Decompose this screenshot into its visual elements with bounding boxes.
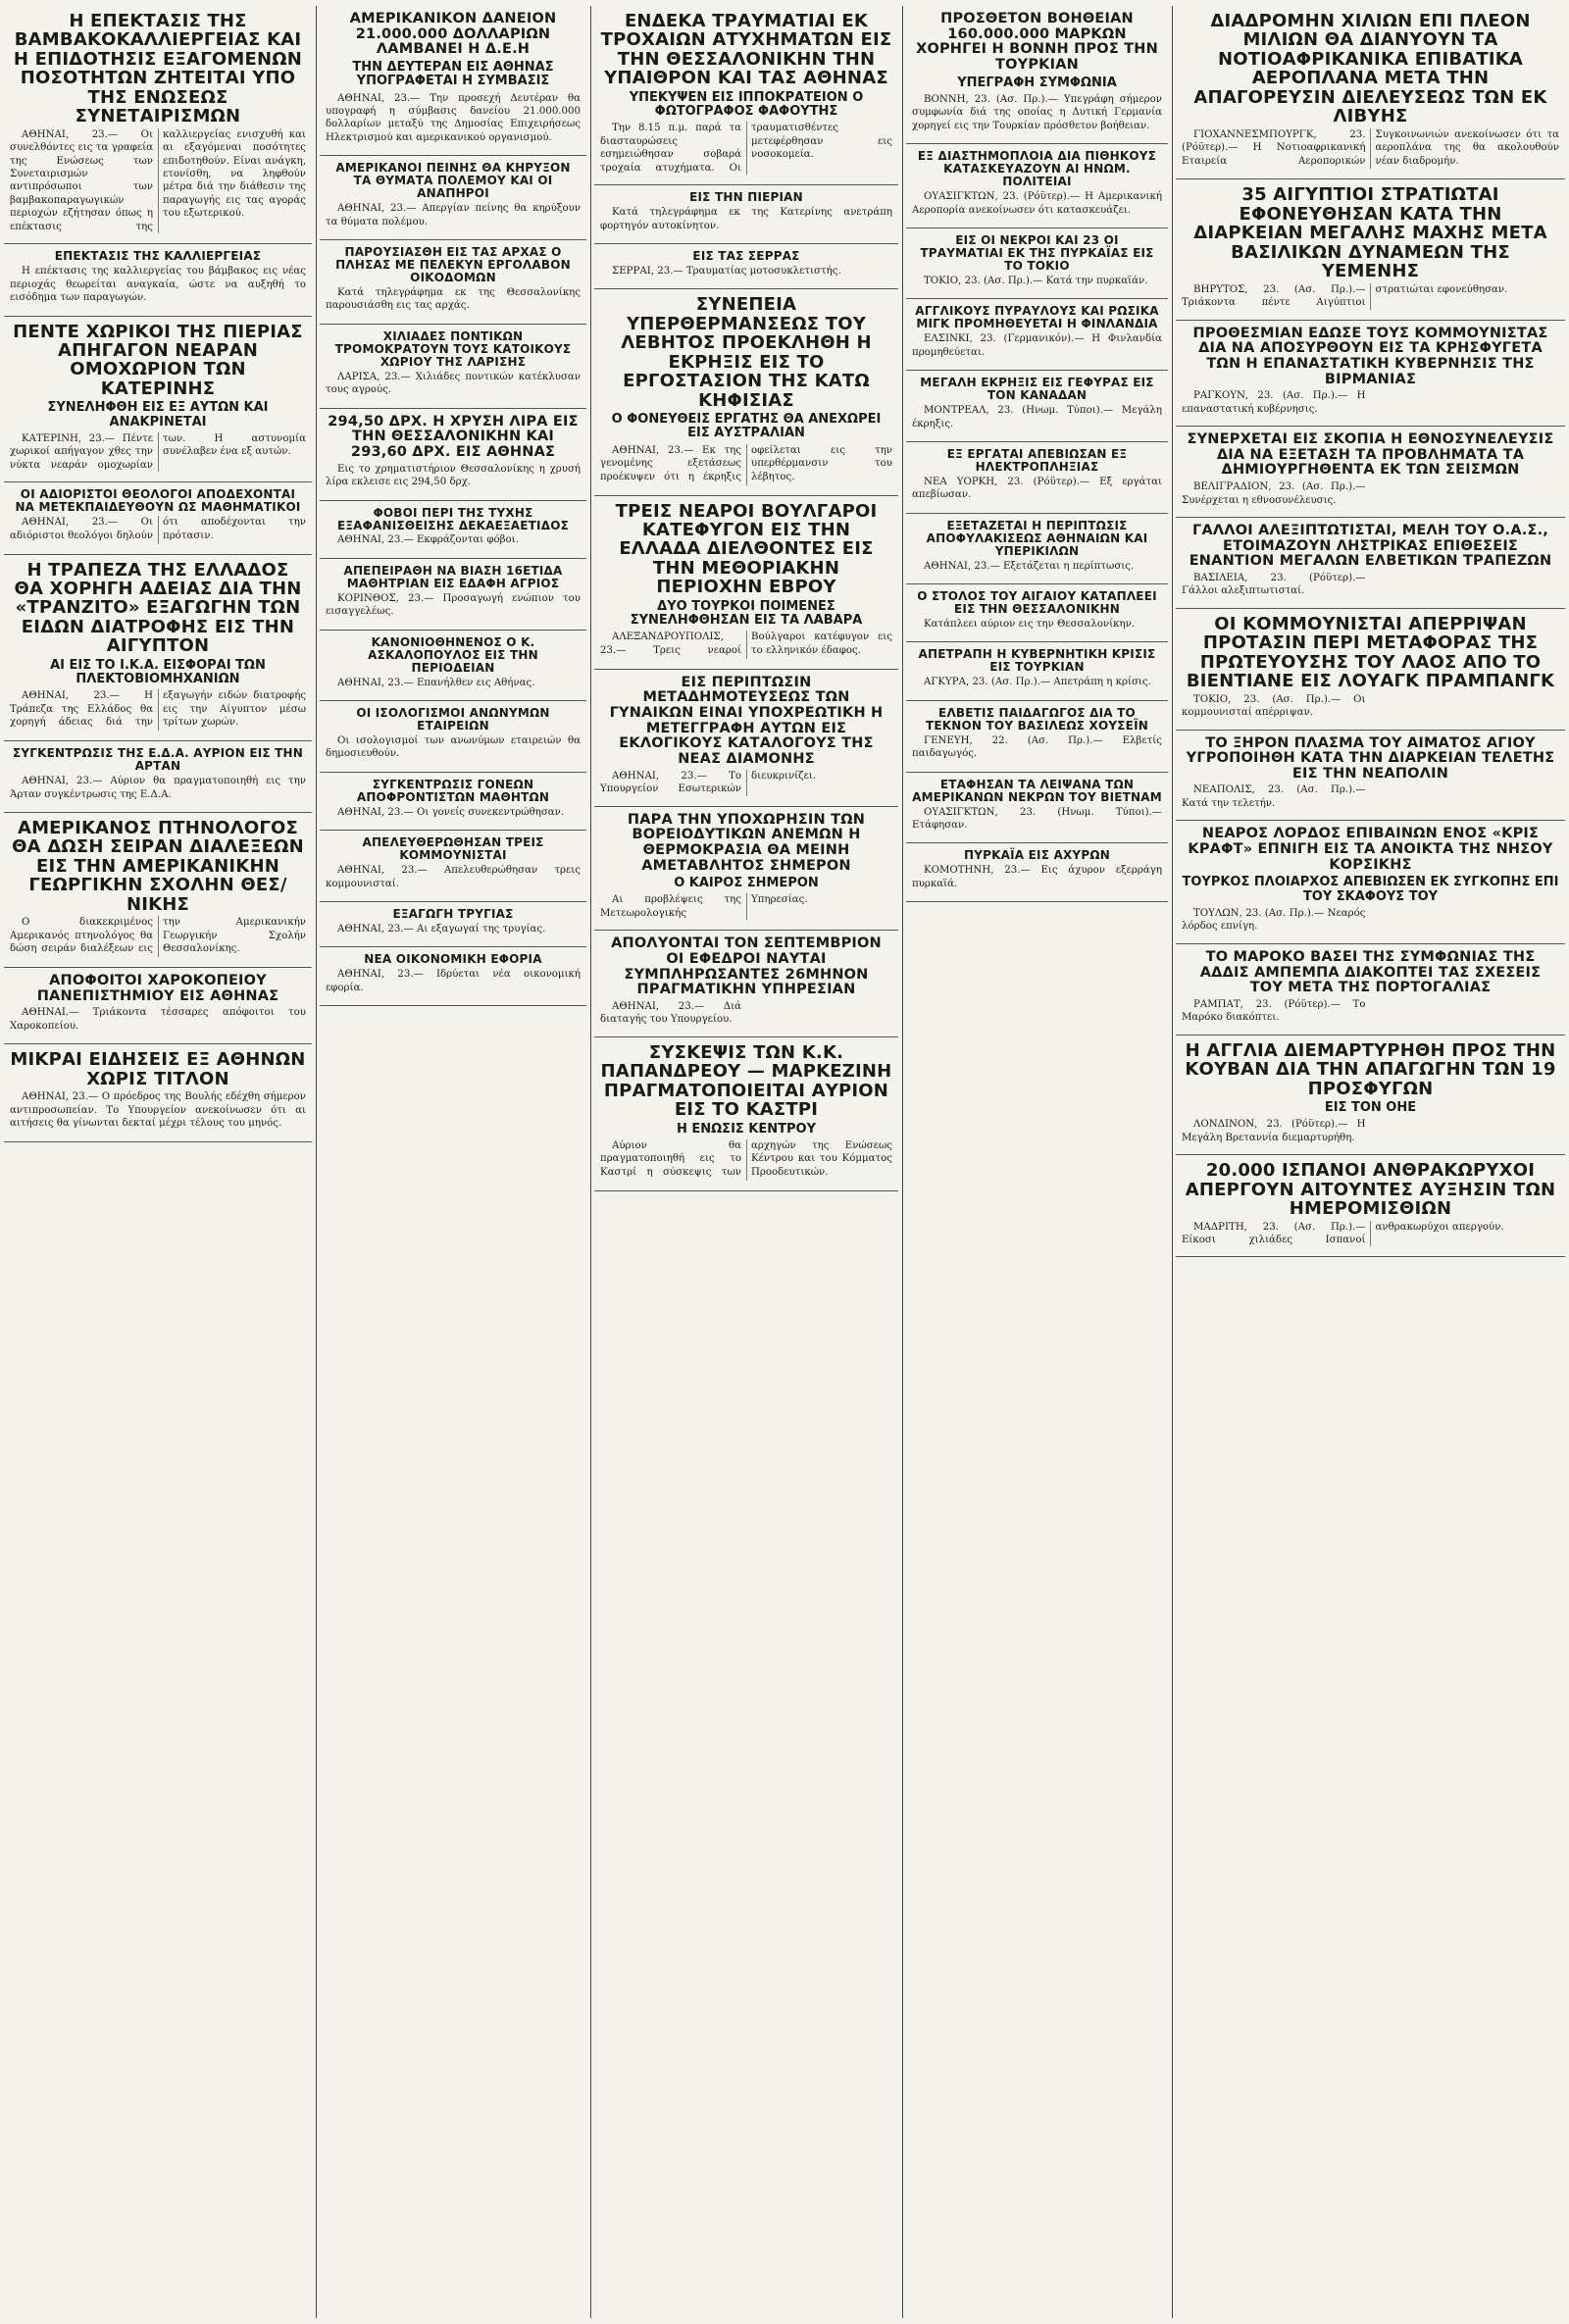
article [320,501,586,559]
article-body [600,893,892,920]
article [320,902,586,947]
article-body [1182,389,1559,416]
column-rule [316,6,317,2318]
article-text: ΡΑΓΚΟΥΝ, 23. (Ασ. Πρ.).— Η επαναστατική κυβέρνησις. [1182,390,1366,415]
article-headline: ΣΥΓΚΕΝΤΡΩΣΙΣ ΤΗΣ Ε.Δ.Α. ΑΥΡΙΟΝ ΕΙΣ ΤΗΝ ΑΡΤΑΝ [12,746,304,774]
article-body [600,1139,892,1181]
article-headline: ΧΙΛΙΑΔΕΣ ΠΟΝΤΙΚΩΝ ΤΡΟΜΟΚΡΑΤΟΥΝ ΤΟΥΣ ΚΑΤΟΙΚΟΥΣ ΧΩΡΙΟΥ ΤΗΣ ΛΑΡΙΣΗΣ [334,328,572,369]
article-text: ΑΘΗΝΑΙ, 23.— Απεργίαν πείνης θα κηρύξουν τα θύματα πολέμου. [326,203,581,227]
article-headline: ΕΤΑΦΗΣΑΝ ΤΑ ΛΕΙΨΑΝΑ ΤΩΝ ΑΜΕΡΙΚΑΝΩΝ ΝΕΚΡΩΝ ΤΟΥ ΒΙΕΤΝΑΜ [912,777,1162,804]
text-fill [4,1142,312,2318]
article-body [912,332,1162,359]
article-headline: ΕΛΒΕΤΙΣ ΠΑΙΔΑΓΩΓΟΣ ΔΙΑ ΤΟ ΤΕΚΝΟΝ ΤΟΥ ΒΑΣΙΛΕΩΣ ΧΟΥΣΕΪΝ [925,705,1148,733]
article [4,244,312,316]
article-body [600,206,892,232]
article-text: ΑΘΗΝΑΙ, 23.— Εξετάζεται η περίπτωσις. [924,560,1135,572]
article [320,6,586,156]
article-headline: ΑΓΓΛΙΚΟΥΣ ΠΥΡΑΥΛΟΥΣ ΚΑΙ ΡΩΣΙΚΑ ΜΙΓΚ ΠΡΟΜΗΘΕΥΕΤΑΙ Η ΦΙΝΛΑΝΔΙΑ [915,304,1159,331]
column-rule [1172,6,1173,2318]
article-body [912,806,1162,833]
article-text: ΚΟΜΟΤΗΝΗ, 23.— Εις άχυρον εξερράγη πυρκαϊά. [912,865,1162,889]
article-subheadline: Ο ΦΟΝΕΥΘΕΙΣ ΕΡΓΑΤΗΣ ΘΑ ΑΝΕΧΩΡΕΙ ΕΙΣ ΑΥΣΤΡΑΛΙΑΝ [611,412,882,441]
article-text: ΑΘΗΝΑΙ, 23.— Εκφράζονται φόβοι. [337,534,519,546]
article-body [600,122,892,175]
article-text: ΑΘΗΝΑΙ, 23.— Οι γονείς συνεκεντρώθησαν. [337,806,565,818]
article-body [912,560,1162,573]
article-text: ΛΟΝΔΙΝΟΝ, 23. (Ρόϋτερ).— Η Μεγάλη Βρεταννία διεμαρτυρήθη. [1182,1119,1366,1143]
article-headline: ΔΙΑΔΡΟΜΗΝ ΧΙΛΙΩΝ ΕΠΙ ΠΛΕΟΝ ΜΙΛΙΩΝ ΘΑ ΔΙΑΝΥΟΥΝ ΤΑ ΝΟΤΙΟΑΦΡΙΚΑΝΙΚΑ ΕΠΙΒΑΤΙΚΑ ΑΕΡΟΠΛΑΝΑ ΜΕΤΑ ΤΗΝ ΑΠΑΓΟΡΕΥΣΙΝ ΔΙΕΛΕΥΣΕΩΣ ΤΩΝ ΕΚ ΛΙΒΥΗΣ [1193,11,1547,127]
article-headline: ΕΙΣ ΤΗΝ ΠΙΕΡΙΑΝ [689,190,803,205]
column-3 [594,6,898,2318]
article-headline: ΑΠΕΛΕΥΘΕΡΩΘΗΣΑΝ ΤΡΕΙΣ ΚΟΜΜΟΥΝΙΣΤΑΙ [362,835,544,863]
article-text: ΑΘΗΝΑΙ, 23.— Διά διαταγής του Υπουργείου. [600,1000,741,1026]
article-headline: ΠΡΟΘΕΣΜΙΑΝ ΕΔΩΣΕ ΤΟΥΣ ΚΟΜΜΟΥΝΙΣΤΑΣ ΔΙΑ ΝΑ ΑΠΟΣΥΡΘΟΥΝ ΕΙΣ ΤΑ ΚΡΗΣΦΥΓΕΤΑ ΤΩΝ Η ΕΠΑΝΑΣΤΑΤΙΚΗ ΚΥΒΕΡΝΗΣΙΣ ΤΗΣ ΒΙΡΜΑΝΙΑΣ [1192,325,1548,387]
article [594,289,898,495]
article-headline: ΟΙ ΚΟΜΜΟΥΝΙΣΤΑΙ ΑΠΕΡΡΙΨΑΝ ΠΡΟΤΑΣΙΝ ΠΕΡΙ ΜΕΤΑΦΟΡΑΣ ΤΗΣ ΠΡΩΤΕΥΟΥΣΗΣ ΤΟΥ ΛΑΟΣ ΑΠΟ ΤΟ ΒΙΕΝΤΙΑΝΕ ΕΙΣ ΛΟΥΑΓΚ ΠΡΑΜΠΑΝΓΚ [1186,613,1555,692]
article [320,409,586,501]
column-1 [4,6,312,2318]
text-fill [906,902,1168,2318]
article-body [600,265,892,278]
article-body [912,275,1162,287]
article-body [912,618,1162,631]
article-headline: ΠΡΟΣΘΕΤΟΝ ΒΟΗΘΕΙΑΝ 160.000.000 ΜΑΡΚΩΝ ΧΟΡΗΓΕΙ Η ΒΟΝΝΗ ΠΡΟΣ ΤΗΝ ΤΟΥΡΚΙΑΝ [916,11,1158,73]
article-headline: Η ΑΓΓΛΙΑ ΔΙΕΜΑΡΤΥΡΗΘΗ ΠΡΟΣ ΤΗΝ ΚΟΥΒΑΝ ΔΙΑ ΤΗΝ ΑΠΑΓΩΓΗΝ ΤΩΝ 19 ΠΡΟΣΦΥΓΩΝ [1185,1039,1556,1099]
article-text: ΑΓΚΥΡΑ, 23. (Ασ. Πρ.).— Απετράπη η κρίσις. [924,677,1151,688]
article-body [912,734,1162,761]
article-headline: ΓΑΛΛΟΙ ΑΛΕΞΙΠΤΩΤΙΣΤΑΙ, ΜΕΛΗ ΤΟΥ Ο.Α.Σ., ΕΤΟΙΜΑΖΟΥΝ ΛΗΣΤΡΙΚΑΣ ΕΠΙΘΕΣΕΙΣ ΕΝΑΝΤΙΟΝ ΜΕΓΑΛΩΝ ΕΛΒΕΤΙΚΩΝ ΤΡΑΠΕΖΩΝ [1189,522,1552,570]
article [4,1044,312,1141]
article [906,442,1168,514]
article [594,670,898,807]
article [320,831,586,902]
article-text: ΤΟΥΛΩΝ, 23. (Ασ. Πρ.).— Νεαρός λόρδος επνίγη. [1182,907,1366,933]
article [1176,609,1565,731]
article-body [1182,998,1559,1025]
article-body [912,476,1162,502]
article-text: ΕΛΣΙΝΚΙ, 23. (Γερμανικόν).— Η Φινλανδία προμηθεύεται. [912,333,1162,358]
article-headline: ΤΡΕΙΣ ΝΕΑΡΟΙ ΒΟΥΛΓΑΡΟΙ ΚΑΤΕΦΥΓΟΝ ΕΙΣ ΤΗΝ ΕΛΛΑΔΑ ΔΙΕΛΘΟΝΤΕΣ ΕΙΣ ΤΗΝ ΜΕΘΟΡΙΑΚΗΝ ΠΕΡΙΟΧΗΝ ΕΒΡΟΥ [615,500,878,598]
article-headline: Η ΕΠΕΚΤΑΣΙΣ ΤΗΣ ΒΑΜΒΑΚΟΚΑΛΛΙΕΡΓΕΙΑΣ ΚΑΙ Η ΕΠΙΔΟΤΗΣΙΣ ΕΞΑΓΟΜΕΝΩΝ ΠΟΣΟΤΗΤΩΝ ΖΗΤΕΙΤΑΙ ΥΠΟ ΤΗΣ ΕΝΩΣΕΩΣ ΣΥΝΕΤΑΙΡΙΣΜΩΝ [13,11,303,127]
article [1176,1155,1565,1257]
article-subheadline: ΤΗΝ ΔΕΥΤΕΡΑΝ ΕΙΣ ΑΘΗΝΑΣ ΥΠΟΓΡΑΦΕΤΑΙ Η ΣΥΜΒΑΣΙΣ [352,59,554,89]
article-text: ΤΟΚΙΟ, 23. (Ασ. Πρ.).— Οι κομμουνισταί απέρριψαν. [1182,693,1366,719]
article-text: ΑΘΗΝΑΙ, 23.— Οι αδιόριστοι θεολόγοι δηλούν ότι αποδέχονται την πρότασιν. [10,517,306,541]
article [594,6,898,185]
article-text: ΑΘΗΝΑΙ, 23.— Απελευθερώθησαν τρεις κομμουνισταί. [326,865,581,889]
article-body [10,775,306,801]
article [1176,1036,1565,1156]
article-headline: ΠΥΡΚΑΪΑ ΕΙΣ ΑΧΥΡΩΝ [964,848,1110,863]
article-text: ΑΘΗΝΑΙ, 23.— Το Υπουργείον Εσωτερικών διευκρινίζει. [600,770,817,795]
text-fill [594,1191,898,2318]
article-body [10,916,306,957]
article [594,807,898,932]
article-headline: ΣΥΓΚΕΝΤΡΩΣΙΣ ΓΟΝΕΩΝ ΑΠΟΦΡΟΝΤΙΣΤΩΝ ΜΑΘΗΤΩΝ [356,777,550,804]
article-text: ΤΟΚΙΟ, 23. (Ασ. Πρ.).— Κατά την πυρκαϊάν. [924,275,1148,286]
article [320,947,586,1006]
article [320,240,586,325]
article-headline: ΟΙ ΙΣΟΛΟΓΙΣΜΟΙ ΑΝΩΝΥΜΩΝ ΕΤΑΙΡΕΙΩΝ [356,706,550,733]
article [906,514,1168,584]
article [4,317,312,483]
article-text: ΑΘΗΝΑΙ, 23.— Αι εξαγωγαί της τρυγίας. [337,923,546,935]
article-headline: Η ΤΡΑΠΕΖΑ ΤΗΣ ΕΛΛΑΔΟΣ ΘΑ ΧΟΡΗΓΗ ΑΔΕΙΑΣ ΔΙΑ ΤΗΝ «ΤΡΑΝΖΙΤΟ» ΕΞΑΓΩΓΗΝ ΤΩΝ ΕΙΔΩΝ ΔΙΑΤΡΟΦΗΣ ΕΙΣ ΤΗΝ ΑΙΓΥΠΤΟΝ [14,559,302,657]
article-headline: ΑΠΕΠΕΙΡΑΘΗ ΝΑ ΒΙΑΣΗ 16ΕΤΙΔΑ ΜΑΘΗΤΡΙΑΝ ΕΙΣ ΕΔΑΦΗ ΑΓΡΙΟΣ [343,563,563,590]
article [320,701,586,773]
article-subheadline: ΑΙ ΕΙΣ ΤΟ Ι.Κ.Α. ΕΙΣΦΟΡΑΙ ΤΩΝ ΠΛΕΚΤΟΒΙΟΜΗΧΑΝΙΩΝ [50,657,266,687]
article-headline: ΠΑΡΑ ΤΗΝ ΥΠΟΧΩΡΗΣΙΝ ΤΩΝ ΒΟΡΕΙΟΔΥΤΙΚΩΝ ΑΝΕΜΩΝ Η ΘΕΡΜΟΚΡΑΣΙΑ ΘΑ ΜΕΙΝΗ ΑΜΕΤΑΒΛΗΤΟΣ ΣΗΜΕΡΟΝ [627,811,866,874]
article-text: Η επέκτασις της καλλιεργείας του βάμβακος εις νέας περιοχάς θεωρείται αναγκαία, ώστε να αυξηθή το εισόδημα των παραγωγών. [10,266,306,304]
article-body [326,533,581,546]
article-text: Οι ισολογισμοί των ανωνύμων εταιρειών θα δημοσιευθούν. [326,734,581,760]
article-body [912,190,1162,217]
article-body [326,371,581,397]
article-text: ΑΘΗΝΑΙ, 23.— Η Τράπεζα της Ελλάδος θα χορηγή άδειας διά την εξαγωγήν ειδών διατροφής εις την Αίγυπτον μέσω τρίτων χωρών. [10,690,306,729]
column-2 [320,6,586,2318]
article-text: ΑΘΗΝΑΙ, 23.— Εκ της γενομένης εξετάσεως προέκυψεν ότι η έκρηξις οφείλεται εις την υπερθέρμανσιν του λέβητος. [600,444,892,482]
article-body [1182,283,1559,310]
article-text: ΒΗΡΥΤΟΣ, 23. (Ασ. Πρ.).— Τριάκοντα πέντε Αιγύπτιοι στρατιώται εφονεύθησαν. [1182,283,1508,309]
article-subheadline: ΥΠΕΓΡΑΦΗ ΣΥΜΦΩΝΙΑ [957,75,1117,90]
article-headline: ΤΟ ΜΑΡΟΚΟ ΒΑΣΕΙ ΤΗΣ ΣΥΜΦΩΝΙΑΣ ΤΗΣ ΑΔΔΙΣ ΑΜΠΕΜΠΑ ΔΙΑΚΟΠΤΕΙ ΤΑΣ ΣΧΕΣΕΙΣ ΤΟΥ ΜΕΤΑ ΤΗΣ ΠΟΡΤΟΓΑΛΙΑΣ [1199,948,1542,996]
article-body [10,432,306,472]
article-headline: ΕΝΔΕΚΑ ΤΡΑΥΜΑΤΙΑΙ ΕΚ ΤΡΟΧΑΙΩΝ ΑΤΥΧΗΜΑΤΩΝ ΕΙΣ ΤΗΝ ΘΕΣΣΑΛΟΝΙΚΗΝ ΤΗΝ ΥΠΑΙΘΡΟΝ ΚΑΙ ΤΑΣ ΑΘΗΝΑΣ [600,11,892,89]
article-text: Αι προβλέψεις της Μετεωρολογικής Υπηρεσίας. [600,894,808,919]
article-text: Την 8.15 π.μ. παρά τα διασταυρώσεις εσημειώθησαν σοβαρά τροχαία ατυχήματα. Οι τραυματισθέντες μετεφέρθησαν εις νοσοκομεία. [600,123,892,174]
article-body [10,689,306,731]
article-text: ΜΟΝΤΡΕΑΛ, 23. (Ηνωμ. Τύποι).— Μεγάλη έκρηξις. [912,405,1162,429]
article [4,6,312,244]
article-body [600,631,892,658]
article [4,813,312,968]
article-text: ΑΘΗΝΑΙ, 23.— Την προσεχή Δευτέραν θα υπογραφή η σύμβασις δανείου 21.000.000 δολλαρίων μεταξύ της Δημοσίας Επιχειρήσεως Ηλεκτρισμού και αμερικανικού οργανισμού. [326,92,581,143]
column-rule [590,6,591,2318]
article-body [1182,480,1559,507]
article [1176,944,1565,1036]
article-text: ΓΙΟΧΑΝΝΕΣΜΠΟΥΡΓΚ, 23. (Ρόϋτερ).— Η Νοτιοαφρικανική Εταιρεία Αεροπορικών Συγκοινωνιών ανεκοίνωσεν ότι τα αεροπλάνα της θα ακολουθούν νέαν διαδρομήν. [1182,128,1559,167]
article [4,741,312,813]
article-body [326,923,581,935]
article-text: ΝΕΑΠΟΛΙΣ, 23. (Ασ. Πρ.).— Κατά την τελετήν. [1182,784,1366,809]
article-body [326,968,581,994]
article-text: ΟΥΑΣΙΓΚΤΩΝ, 23. (Ηνωμ. Τύποι).— Ετάφησαν. [912,806,1162,831]
article [906,299,1168,371]
article-text: ΑΘΗΝΑΙ, 23.— Ιδρύεται νέα οικονομική εφορία. [326,969,581,993]
article [1176,731,1565,822]
article-text: ΑΘΗΝΑΙ, 23.— Ο πρόεδρος της Βουλής εδέχθη σήμερον αντιπροσωπείαν. Το Υπουργείον ανεκοίνωσεν ότι αι αιτήσεις θα γίνωνται δεκταί μέχρι τέλους του μηνός. [10,1091,306,1130]
article-body [10,265,306,304]
article-text: ΑΛΕΞΑΝΔΡΟΥΠΟΛΙΣ, 23.— Τρεις νεαροί Βούλγαροι κατέφυγον εις το ελληνικόν έδαφος. [600,632,892,656]
article-subheadline: ΥΠΕΚΥΨΕΝ ΕΙΣ ΙΠΠΟΚΡΑΤΕΙΟΝ Ο ΦΩΤΟΓΡΑΦΟΣ ΦΑΦΟΥΤΗΣ [629,89,864,120]
article-text: ΛΑΡΙΣΑ, 23.— Χιλιάδες ποντικών κατέκλυσαν τους αγρούς. [326,371,581,396]
article-text: ΓΕΝΕΥΗ, 22. (Ασ. Πρ.).— Ελβετίς παιδαγωγός. [912,734,1162,760]
article-body [326,864,581,890]
article-subheadline: ΕΙΣ ΤΟΝ ΟΗΕ [1324,1100,1417,1116]
article-text: ΑΘΗΝΑΙ, 23.— Αύριον θα πραγματοποιηθή εις την Άρταν συγκέντρωσις της Ε.Δ.Α. [10,776,306,800]
article [906,371,1168,442]
article [1176,321,1565,428]
text-fill [320,1006,586,2318]
article-body [912,864,1162,890]
article-headline: ΤΟ ΞΗΡΟΝ ΠΛΑΣΜΑ ΤΟΥ ΑΙΜΑΤΟΣ ΑΓΙΟΥ ΥΓΡΟΠΟΙΗΘΗ ΚΑΤΑ ΤΗΝ ΔΙΑΡΚΕΙΑΝ ΤΕΛΕΤΗΣ ΕΙΣ ΤΗΝ ΝΕΑΠΟΛΙΝ [1186,734,1555,782]
article-body [600,770,892,796]
article-body [1182,693,1559,720]
article-body [10,128,306,234]
article-body [1182,128,1559,170]
article [4,555,312,742]
article-text: ΑΘΗΝΑΙ, 23.— Επανήλθεν εις Αθήνας. [337,677,535,688]
article-body [912,676,1162,688]
article [1176,179,1565,320]
article [320,631,586,701]
article [594,496,898,670]
article [906,228,1168,299]
article [1176,821,1565,943]
article-headline: ΕΙΣ ΟΙ ΝΕΚΡΟΙ ΚΑΙ 23 ΟΙ ΤΡΑΥΜΑΤΙΑΙ ΕΚ ΤΗΣ ΠΥΡΚΑΪΑΣ ΕΙΣ ΤΟ ΤΟΚΙΟ [920,233,1154,273]
article-headline: ΜΙΚΡΑΙ ΕΙΔΗΣΕΙΣ ΕΞ ΑΘΗΝΩΝ ΧΩΡΙΣ ΤΙΤΛΟΝ [10,1049,306,1089]
article [320,325,586,409]
column-4 [906,6,1168,2318]
article [1176,518,1565,609]
article [906,144,1168,228]
article-headline: ΑΜΕΡΙΚΑΝΟΣ ΠΤΗΝΟΛΟΓΟΣ ΘΑ ΔΩΣΗ ΣΕΙΡΑΝ ΔΙΑΛΕΞΕΩΝ ΕΙΣ ΤΗΝ ΑΜΕΡΙΚΑΝΙΚΗΝ ΓΕΩΡΓΙΚΗΝ ΣΧΟΛΗΝ ΘΕΣ/ΝΙΚΗΣ [12,818,304,915]
article-body [326,806,581,819]
article-headline: ΑΠΟΛΥΟΝΤΑΙ ΤΟΝ ΣΕΠΤΕΜΒΡΙΟΝ ΟΙ ΕΦΕΔΡΟΙ ΝΑΥΤΑΙ ΣΥΜΠΛΗΡΩΣΑΝΤΕΣ 26ΜΗΝΟΝ ΠΡΑΓΜΑΤΙΚΗΝ ΥΠΗΡΕΣΙΑΝ [611,935,882,998]
article-body [1182,1221,1559,1247]
article [1176,6,1565,179]
article [320,559,586,631]
article-text: ΒΑΣΙΛΕΙΑ, 23. (Ρόϋτερ).— Γάλλοι αλεξιπτωτισταί. [1182,572,1366,597]
article-body [1182,783,1559,810]
column-rule [902,6,903,2318]
article [320,773,586,831]
article [906,642,1168,700]
article-subheadline: ΤΟΥΡΚΟΣ ΠΛΟΙΑΡΧΟΣ ΑΠΕΒΙΩΣΕΝ ΕΚ ΣΥΓΚΟΠΗΣ ΕΠΙ ΤΟΥ ΣΚΑΦΟΥΣ ΤΟΥ [1182,875,1559,904]
article-headline: ΜΕΓΑΛΗ ΕΚΡΗΞΙΣ ΕΙΣ ΓΕΦΥΡΑΣ ΕΙΣ ΤΟΝ ΚΑΝΑΔΑΝ [920,376,1154,403]
article [906,773,1168,844]
article-headline: ΣΥΣΚΕΨΙΣ ΤΩΝ Κ.Κ. ΠΑΠΑΝΔΡΕΟΥ — ΜΑΡΚΕΖΙΝΗ ΠΡΑΓΜΑΤΟΠΟΙΕΙΤΑΙ ΑΥΡΙΟΝ ΕΙΣ ΤΟ ΚΑΣΤΡΙ [600,1041,892,1121]
article-text: ΑΘΗΝΑΙ.— Τριάκοντα τέσσαρες απόφοιτοι του Χαροκοπείου. [10,1007,306,1032]
column-5 [1176,6,1565,2318]
article-text: Κατά τηλεγράφημα εκ της Κατερίνης ανετράπη φορτηγόν αυτοκίνητον. [600,207,892,231]
article-body [600,1000,892,1027]
article-headline: ΑΜΕΡΙΚΑΝΙΚΟΝ ΔΑΝΕΙΟΝ 21.000.000 ΔΟΛΛΑΡΙΩΝ ΛΑΜΒΑΝΕΙ Η Δ.Ε.Η [349,11,557,58]
article-subheadline: ΣΥΝΕΛΗΦΘΗ ΕΙΣ ΕΞ ΑΥΤΩΝ ΚΑΙ ΑΝΑΚΡΙΝΕΤΑΙ [47,400,269,429]
article [594,244,898,289]
article-text: Ο διακεκριμένος Αμερικανός πτηνολόγος θα δώση σειράν διαλέξεων εις την Αμερικανικήν Γεωργικήν Σχολήν Θεσσαλονίκης. [10,917,306,955]
article [906,843,1168,902]
article [594,1037,898,1191]
article-headline: 20.000 ΙΣΠΑΝΟΙ ΑΝΘΡΑΚΩΡΥΧΟΙ ΑΠΕΡΓΟΥΝ ΑΙΤΟΥΝΤΕΣ ΑΥΞΗΣΙΝ ΤΩΝ ΗΜΕΡΟΜΙΣΘΙΩΝ [1185,1160,1556,1220]
article-text: Εις το χρηματιστήριον Θεσσαλονίκης η χρυσή λίρα εκλεισε εις 294,50 δρχ. [326,463,581,488]
article [1176,427,1565,518]
article-headline: ΕΙΣ ΤΑΣ ΣΕΡΡΑΣ [692,249,800,264]
article-text: ΑΘΗΝΑΙ, 23.— Οι συνελθόντες εις τα γραφεία της Ενώσεως των Συνεταιρισμών αντιπρόσωποι των βαμβακοπαραγωγικών περιοχών εζήτησαν όπως η επέκτασις της καλλιεργείας ενισχυθή και αι εξαγόμεναι ποσότητες επιδοτηθούν. Είναι ανάγκη, ετονίσθη, να ληφθούν μέτρα διά την διάθεσιν της παραγωγής εις τας αγοράς του εξωτερικού. [10,128,306,232]
article-body [1182,572,1559,598]
article-text: ΣΕΡΡΑΙ, 23.— Τραυματίας μοτοσυκλετιστής. [612,265,841,277]
article-text: ΒΟΝΝΗ, 23. (Ασ. Πρ.).— Υπεγράφη σήμερον συμφωνία διά της οποίας η Δυτική Γερμανία χορηγεί εις την Τουρκίαν πρόσθετον βοήθειαν. [912,93,1162,131]
article-headline: ΕΙΣ ΠΕΡΙΠΤΩΣΙΝ ΜΕΤΑΔΗΜΟΤΕΥΣΕΩΣ ΤΩΝ ΓΥΝΑΙΚΩΝ ΕΙΝΑΙ ΥΠΟΧΡΕΩΤΙΚΗ Η ΜΕΤΕΓΓΡΑΦΗ ΑΥΤΩΝ ΕΙΣ ΕΚΛΟΓΙΚΟΥΣ ΚΑΤΑΛΟΓΟΥΣ ΤΗΣ ΝΕΑΣ ΔΙΑΜΟΝΗΣ [609,674,884,767]
article-body [912,93,1162,132]
article-body [326,286,581,313]
article-body [10,1090,306,1130]
article [594,931,898,1037]
article-headline: ΝΕΑ ΟΙΚΟΝΟΜΙΚΗ ΕΦΟΡΙΑ [364,952,542,967]
article-text: ΝΕΑ ΥΟΡΚΗ, 23. (Ρόϋτερ).— Εξ εργάται απεβίωσαν. [912,476,1162,501]
text-fill [1176,1257,1565,2318]
article-text: ΟΥΑΣΙΓΚΤΩΝ, 23. (Ρόϋτερ).— Η Αμερικανική Αεροπορία ανεκοίνωσεν ότι κατασκευάζει. [912,191,1162,216]
article-body [326,592,581,619]
article [320,156,586,240]
article-headline: ΦΟΒΟΙ ΠΕΡΙ ΤΗΣ ΤΥΧΗΣ ΕΞΑΦΑΝΙΣΘΕΙΣΗΣ ΔΕΚΑΕΞΑΕΤΙΔΟΣ [336,505,569,532]
article-headline: 35 ΑΙΓΥΠΤΙΟΙ ΣΤΡΑΤΙΩΤΑΙ ΕΦΟΝΕΥΘΗΣΑΝ ΚΑΤΑ ΤΗΝ ΔΙΑΡΚΕΙΑΝ ΜΕΓΑΛΗΣ ΜΑΧΗΣ ΜΕΤΑ ΒΑΣΙΛΙΚΩΝ ΔΥΝΑΜΕΩΝ ΤΗΣ ΥΕΜΕΝΗΣ [1193,184,1547,282]
article-headline: Ο ΣΤΟΛΟΣ ΤΟΥ ΑΙΓΑΙΟΥ ΚΑΤΑΠΛΕΕΙ ΕΙΣ ΤΗΝ ΘΕΣΣΑΛΟΝΙΚΗΝ [917,589,1157,617]
article [4,482,312,554]
article-subheadline: ΔΥΟ ΤΟΥΡΚΟΙ ΠΟΙΜΕΝΕΣ ΣΥΝΕΛΗΦΘΗΣΑΝ ΕΙΣ ΤΑ ΛΑΒΑΡΑ [630,598,863,628]
article-headline: ΑΠΟΦΟΙΤΟΙ ΧΑΡΟΚΟΠΕΙΟΥ ΠΑΝΕΠΙΣΤΗΜΙΟΥ ΕΙΣ ΑΘΗΝΑΣ [36,973,279,1004]
article [594,185,898,244]
article [906,701,1168,773]
article-body [326,734,581,761]
article-headline: ΚΑΝΟΝΙΟΘΗΝΕΝΟΣ Ο Κ. ΑΣΚΑΛΟΠΟΥΛΟΣ ΕΙΣ ΤΗΝ ΠΕΡΙΟΔΕΙΑΝ [368,634,538,675]
article-subheadline: Ο ΚΑΙΡΟΣ ΣΗΜΕΡΟΝ [674,876,819,891]
article-body [326,677,581,689]
article [906,584,1168,642]
article [4,968,312,1044]
article-headline: ΕΠΕΚΤΑΣΙΣ ΤΗΣ ΚΑΛΛΙΕΡΓΕΙΑΣ [54,249,262,264]
article-headline: ΕΞΕΤΑΖΕΤΑΙ Η ΠΕΡΙΠΤΩΣΙΣ ΑΠΟΦΥΛΑΚΙΣΕΩΣ ΑΘΗΝΑΙΩΝ ΚΑΙ ΥΠΕΡΙΚΙΛΩΝ [926,518,1148,558]
article-headline: ΝΕΑΡΟΣ ΛΟΡΔΟΣ ΕΠΙΒΑΙΝΩΝ ΕΝΟΣ «ΚΡΙΣ ΚΡΑΦΤ» ΕΠΝΙΓΗ ΕΙΣ ΤΑ ΑΝΟΙΚΤΑ ΤΗΣ ΝΗΣΟΥ ΚΟΡΣΙΚΗΣ [1188,826,1553,873]
article-headline: ΟΙ ΑΔΙΟΡΙΣΤΟΙ ΘΕΟΛΟΓΟΙ ΑΠΟΔΕΧΟΝΤΑΙ ΝΑ ΜΕΤΕΚΠΑΙΔΕΥΘΟΥΝ ΩΣ ΜΑΘΗΜΑΤΙΚΟΙ [15,487,301,515]
article-body [326,92,581,145]
article-headline: ΑΠΕΤΡΑΠΗ Η ΚΥΒΕΡΝΗΤΙΚΗ ΚΡΙΣΙΣ ΕΙΣ ΤΟΥΡΚΙΑΝ [918,647,1156,675]
article-text: ΡΑΜΠΑΤ, 23. (Ρόϋτερ).— Το Μαρόκο διακόπτει. [1182,998,1366,1024]
article-text: ΒΕΛΙΓΡΑΔΙΟΝ, 23. (Ασ. Πρ.).— Συνέρχεται η εθνοσυνέλευσις. [1182,481,1366,506]
article-body [10,1006,306,1033]
article [906,6,1168,144]
article-text: ΜΑΔΡΙΤΗ, 23. (Ασ. Πρ.).— Είκοσι χιλιάδες Ισπανοί ανθρακωρύχοι απεργούν. [1182,1221,1504,1246]
article-headline: ΣΥΝΕΡΧΕΤΑΙ ΕΙΣ ΣΚΟΠΙΑ Η ΕΘΝΟΣΥΝΕΛΕΥΣΙΣ ΔΙΑ ΝΑ ΕΞΕΤΑΣΗ ΤΑ ΠΡΟΒΛΗΜΑΤΑ ΤΑ ΔΗΜΙΟΥΡΓΗΘΕΝΤΑ ΕΚ ΤΩΝ ΣΕΙΣΜΩΝ [1187,431,1554,479]
article-text: ΚΟΡΙΝΘΟΣ, 23.— Προσαγωγή ενώπιον του εισαγγελέως. [326,592,581,618]
article-headline: ΕΞ ΔΙΑΣΤΗΜΟΠΛΟΙΑ ΔΙΑ ΠΙΘΗΚΟΥΣ ΚΑΤΑΣΚΕΥΑΖΟΥΝ ΑΙ ΗΝΩΜ. ΠΟΛΙΤΕΙΑΙ [917,149,1157,189]
article-headline: ΠΕΝΤΕ ΧΩΡΙΚΟΙ ΤΗΣ ΠΙΕΡΙΑΣ ΑΠΗΓΑΓΟΝ ΝΕΑΡΑΝ ΟΜΟΧΩΡΙΟΝ ΤΩΝ ΚΑΤΕΡΙΝΗΣ [13,321,303,399]
article-body [600,444,892,485]
article-text: Αύριον θα πραγματοποιηθή εις το Καστρί η σύσκεψις των αρχηγών της Ενώσεως Κέντρου και του Κόμματος Προοδευτικών. [600,1139,892,1178]
article-headline: ΕΞΑΓΩΓΗ ΤΡΥΓΙΑΣ [392,907,514,922]
article-headline: ΑΜΕΡΙΚΑΝΟΙ ΠΕΙΝΗΣ ΘΑ ΚΗΡΥΞΟΝ ΤΑ ΘΥΜΑΤΑ ΠΟΛΕΜΟΥ ΚΑΙ ΟΙ ΑΝΑΠΗΡΟΙ [335,161,571,201]
article-body [326,202,581,228]
article-text: Κατάπλεει αύριον εις την Θεσσαλονίκην. [924,619,1136,631]
article-subheadline: Η ΕΝΩΣΙΣ ΚΕΝΤΡΟΥ [676,1121,817,1137]
article-body [1182,907,1559,934]
article-body [1182,1118,1559,1144]
article-text: ΚΑΤΕΡΙΝΗ, 23.— Πέντε χωρικοί απήγαγον χθες την νύκτα νεαράν ομοχωρίαν των. Η αστυνομία συνέλαβεν ένα εξ αυτών. [10,432,306,471]
article-headline: ΣΥΝΕΠΕΙΑ ΥΠΕΡΘΕΡΜΑΝΣΕΩΣ ΤΟΥ ΛΕΒΗΤΟΣ ΠΡΟΕΚΛΗΘΗ Η ΕΚΡΗΞΙΣ ΕΙΣ ΤΟ ΕΡΓΟΣΤΑΣΙΟΝ ΤΗΣ ΚΑΤΩ ΚΗΦΙΣΙΑΣ [621,294,872,411]
article-headline: ΕΞ ΕΡΓΑΤΑΙ ΑΠΕΒΙΩΣΑΝ ΕΞ ΗΛΕΚΤΡΟΠΛΗΞΙΑΣ [946,446,1128,474]
article-body [10,516,306,543]
article-body [326,463,581,489]
article-headline: ΠΑΡΟΥΣΙΑΣΘΗ ΕΙΣ ΤΑΣ ΑΡΧΑΣ Ο ΠΛΗΣΑΣ ΜΕ ΠΕΛΕΚΥΝ ΕΡΓΟΛΑΒΟΝ ΟΙΚΟΔΟΜΩΝ [335,245,571,285]
article-headline: 294,50 ΔΡΧ. Η ΧΡΥΣΗ ΛΙΡΑ ΕΙΣ ΤΗΝ ΘΕΣΣΑΛΟΝΙΚΗΝ ΚΑΙ 293,60 ΔΡΧ. ΕΙΣ ΑΘΗΝΑΣ [328,413,579,460]
article-text: Κατά τηλεγράφημα εκ της Θεσσαλονίκης παρουσιάσθη εις τας αρχάς. [326,287,581,312]
article-body [912,404,1162,430]
